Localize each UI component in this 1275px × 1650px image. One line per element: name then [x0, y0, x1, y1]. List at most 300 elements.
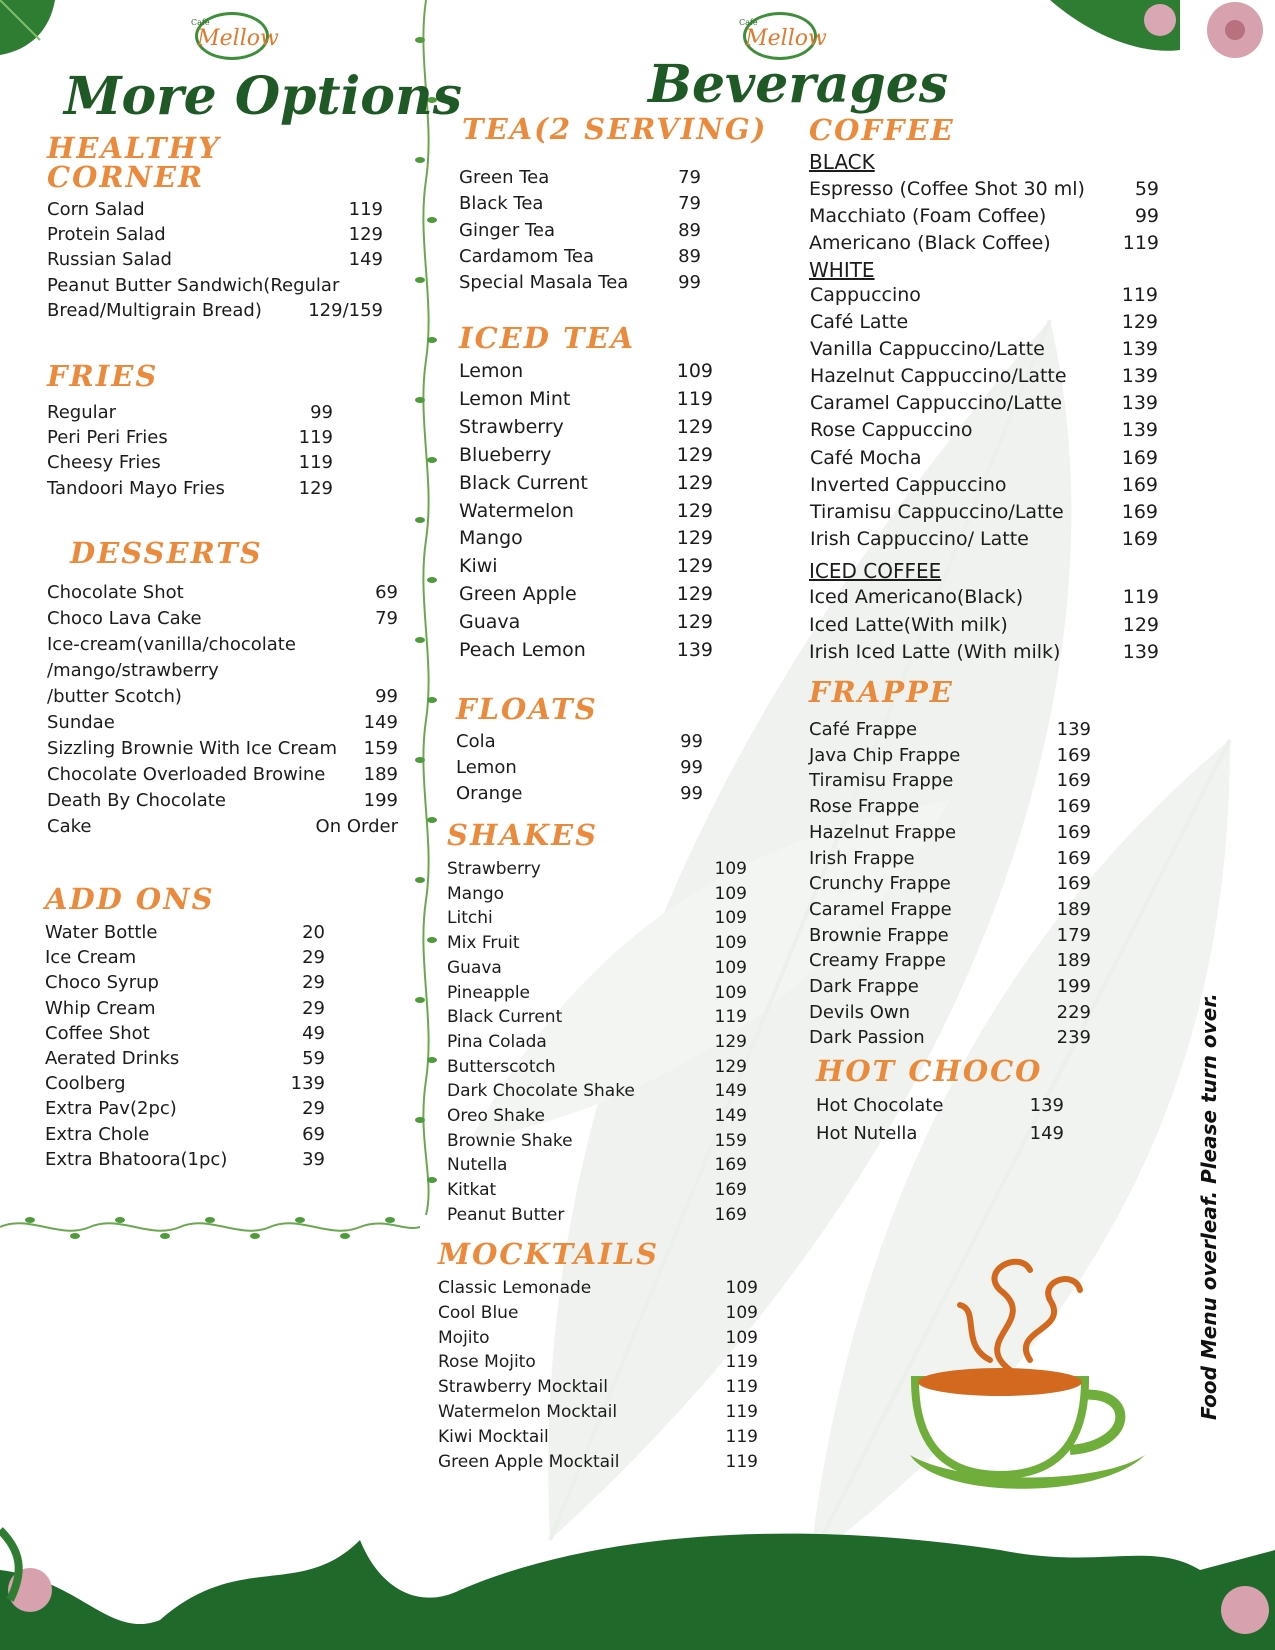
- menu-item-price: 169: [1121, 527, 1158, 550]
- subheading-white: WHITE: [809, 258, 875, 282]
- menu-item-name: Macchiato (Foam Coffee): [809, 205, 1047, 227]
- menu-item-price: 109: [714, 982, 747, 1003]
- menu-item-name: Whip Cream: [45, 997, 156, 1019]
- menu-item-name: Vanilla Cappuccino/Latte: [810, 338, 1045, 361]
- menu-item-name: Blueberry: [459, 443, 552, 466]
- menu-item-name: Black Current: [459, 471, 588, 494]
- menu-item-name: Cardamom Tea: [459, 245, 594, 267]
- menu-item-name: Watermelon: [459, 499, 574, 522]
- menu-item-name: Oreo Shake: [447, 1106, 545, 1127]
- menu-item: [456, 755, 703, 781]
- menu-iced-tea: [459, 358, 713, 665]
- menu-item-price: 49: [302, 1022, 325, 1044]
- heading-shakes: SHAKES: [447, 818, 599, 852]
- steam-swirl-icon: [960, 1262, 1080, 1370]
- menu-item-price: 79: [678, 167, 701, 188]
- menu-item-name: Irish Frappe: [809, 847, 915, 869]
- menu-item: [45, 1096, 325, 1121]
- menu-item: [438, 1400, 758, 1425]
- menu-item: [459, 244, 701, 270]
- menu-item: [47, 298, 383, 323]
- menu-item-price: 119: [725, 1426, 758, 1447]
- menu-item: [459, 165, 701, 191]
- menu-item: [809, 176, 1159, 203]
- menu-item-price: 169: [714, 1180, 747, 1201]
- menu-item-name: Iced Americano(Black): [809, 586, 1024, 608]
- menu-item: [809, 639, 1159, 667]
- menu-item: [809, 794, 1091, 820]
- menu-item: [47, 658, 398, 684]
- menu-item: [447, 1203, 747, 1228]
- page-title-beverages: Beverages: [648, 54, 949, 115]
- menu-item-name: Kiwi Mocktail: [438, 1426, 549, 1447]
- menu-item: [809, 846, 1091, 872]
- menu-item-price: 119: [725, 1352, 758, 1373]
- menu-item: [809, 584, 1159, 612]
- vine-divider-icon: [415, 0, 437, 1215]
- menu-item-name: Brownie Shake: [447, 1130, 573, 1151]
- menu-item-name: Caramel Frappe: [809, 898, 952, 920]
- heading-floats: FLOATS: [456, 692, 598, 726]
- menu-mocktails: [438, 1276, 758, 1474]
- menu-item-price: 139: [1122, 641, 1159, 663]
- menu-item: [809, 612, 1159, 640]
- menu-item-price: On Order: [315, 816, 398, 837]
- menu-item-name: Black Current: [447, 1007, 563, 1028]
- menu-item-price: 109: [725, 1302, 758, 1323]
- menu-item-price: 69: [302, 1123, 325, 1145]
- menu-item-price: 129: [676, 443, 713, 466]
- cafe-logo: Café Mellow: [735, 10, 825, 62]
- menu-item-name: Nutella: [447, 1155, 508, 1176]
- menu-item: [447, 956, 747, 981]
- menu-item-name: Black Tea: [459, 193, 544, 215]
- menu-item: [47, 425, 333, 450]
- menu-item-price: 99: [678, 272, 701, 294]
- menu-item-name: Green Apple Mocktail: [438, 1451, 620, 1472]
- heading-mocktails: MOCKTAILS: [438, 1237, 660, 1271]
- menu-item: [459, 609, 713, 637]
- menu-item-name: Espresso (Coffee Shot 30 ml): [809, 178, 1085, 200]
- menu-item-name: Extra Bhatoora(1pc): [45, 1148, 228, 1170]
- menu-item-name: Cake: [47, 816, 92, 837]
- menu-item-name: Choco Syrup: [45, 972, 159, 994]
- vine-divider-icon: [0, 1212, 420, 1242]
- menu-item: [459, 581, 713, 609]
- menu-item-name: Strawberry Mocktail: [438, 1377, 608, 1398]
- menu-item-price: 149: [714, 1081, 747, 1102]
- menu-item-price: 89: [678, 245, 701, 267]
- menu-item-price: 69: [375, 582, 398, 603]
- coffee-cup-icon: [900, 1250, 1160, 1510]
- menu-item: [810, 417, 1158, 444]
- menu-item-name: Hazelnut Cappuccino/Latte: [810, 365, 1067, 388]
- menu-item-price: 229: [1056, 1001, 1091, 1023]
- menu-item-price: 119: [725, 1401, 758, 1422]
- menu-fries: [47, 400, 333, 501]
- menu-item: [810, 499, 1158, 526]
- menu-item-price: 169: [1056, 847, 1091, 869]
- menu-item-name: Death By Chocolate: [47, 790, 226, 811]
- menu-item: [809, 743, 1091, 769]
- menu-item-price: 139: [1121, 392, 1158, 415]
- menu-item-name: Russian Salad: [47, 249, 172, 271]
- menu-frappe: [809, 717, 1091, 1051]
- menu-item-name: Guava: [447, 957, 502, 978]
- menu-item-price: 20: [302, 922, 325, 943]
- menu-item-name: Bread/Multigrain Bread): [47, 299, 262, 321]
- menu-item-price: 109: [714, 883, 747, 904]
- menu-item-price: 199: [1056, 976, 1091, 998]
- menu-item-name: Café Frappe: [809, 719, 918, 740]
- menu-item-name: Dark Passion: [809, 1027, 925, 1049]
- menu-item-price: 139: [1121, 338, 1158, 361]
- menu-item: [809, 820, 1091, 846]
- menu-item: [47, 580, 398, 606]
- menu-item-price: 129: [298, 477, 333, 499]
- menu-coffee-iced: [809, 584, 1159, 667]
- menu-item-price: 119: [676, 387, 713, 410]
- menu-item: [809, 1025, 1091, 1051]
- menu-item-name: Coffee Shot: [45, 1022, 150, 1044]
- menu-item-name: Chocolate Overloaded Browine: [47, 764, 326, 785]
- menu-item-name: Americano (Black Coffee): [809, 232, 1051, 254]
- menu-item-price: 139: [1121, 419, 1158, 442]
- menu-item: [810, 336, 1158, 363]
- menu-item-name: Extra Chole: [45, 1123, 150, 1145]
- leaf-corner-icon: [1050, 0, 1180, 55]
- menu-item-price: 149: [363, 712, 398, 733]
- menu-item: [809, 230, 1159, 257]
- menu-item: [459, 270, 701, 296]
- menu-item-price: 119: [714, 1007, 747, 1028]
- menu-item-price: 149: [1029, 1122, 1064, 1144]
- menu-item: [459, 358, 713, 386]
- menu-tea: [459, 165, 701, 296]
- menu-item-name: Lemon: [459, 360, 524, 382]
- heading-hot-choco: HOT CHOCO: [816, 1054, 1043, 1088]
- menu-item-price: 139: [1121, 365, 1158, 388]
- menu-item: [809, 717, 1091, 743]
- menu-item-price: 109: [725, 1327, 758, 1348]
- menu-item-price: 99: [680, 757, 703, 778]
- menu-item-price: 129: [676, 499, 713, 522]
- menu-item: [438, 1425, 758, 1450]
- heading-frappe: FRAPPE: [809, 675, 954, 709]
- menu-item: [459, 553, 713, 581]
- menu-item: [459, 442, 713, 470]
- heading-coffee: COFFEE: [809, 113, 955, 147]
- menu-item-name: Inverted Cappuccino: [810, 473, 1007, 496]
- menu-item-price: 119: [725, 1451, 758, 1472]
- side-note: Food Menu overleaf. Please turn over.: [1197, 993, 1221, 1420]
- menu-item-price: 79: [375, 608, 398, 629]
- menu-item: [47, 273, 383, 298]
- menu-item-name: Special Masala Tea: [459, 272, 629, 294]
- menu-item-name: Irish Iced Latte (With milk): [809, 641, 1061, 663]
- menu-item-price: 179: [1056, 924, 1091, 946]
- menu-item: [447, 931, 747, 956]
- menu-item-name: Chocolate Shot: [47, 582, 184, 603]
- leaf-corner-icon: [0, 0, 60, 60]
- menu-desserts: [47, 580, 398, 840]
- menu-item: [810, 445, 1158, 472]
- menu-item: [45, 1122, 325, 1147]
- menu-item-price: 129: [714, 1031, 747, 1052]
- menu-item-price: 129: [676, 415, 713, 438]
- menu-item-price: 189: [1056, 950, 1091, 972]
- subheading-iced-coffee: ICED COFFEE: [809, 559, 942, 583]
- menu-item-price: 129: [676, 611, 713, 634]
- menu-item-price: 59: [1134, 178, 1159, 200]
- menu-item-name: Lemon: [456, 757, 517, 778]
- menu-item-name: Irish Cappuccino/ Latte: [810, 527, 1029, 550]
- menu-item-name: Mix Fruit: [447, 933, 520, 954]
- menu-item-name: Pineapple: [447, 982, 531, 1003]
- menu-item: [447, 981, 747, 1006]
- menu-item-price: 29: [302, 972, 325, 994]
- menu-item-price: 89: [678, 219, 701, 241]
- menu-item: [438, 1375, 758, 1400]
- menu-item-price: 119: [298, 427, 333, 449]
- menu-item-name: Ice-cream(vanilla/chocolate: [47, 634, 296, 655]
- menu-item-price: 129: [1122, 613, 1159, 636]
- menu-item: [810, 526, 1158, 553]
- menu-item-name: Aerated Drinks: [45, 1048, 180, 1070]
- menu-item: [447, 1055, 747, 1080]
- menu-item-name: Classic Lemonade: [438, 1278, 592, 1298]
- menu-item-price: 169: [1056, 770, 1091, 792]
- menu-item-name: Extra Pav(2pc): [45, 1098, 177, 1120]
- menu-item-price: 169: [1056, 796, 1091, 818]
- cafe-logo: Café Mellow: [187, 10, 277, 62]
- menu-item-name: Orange: [456, 783, 523, 804]
- menu-item: [809, 871, 1091, 897]
- subheading-black: BLACK: [809, 150, 875, 174]
- menu-item-price: 109: [714, 908, 747, 929]
- menu-item: [459, 414, 713, 442]
- menu-item-price: 39: [302, 1148, 325, 1170]
- menu-item: [45, 1071, 325, 1096]
- menu-item-price: 29: [302, 947, 325, 969]
- menu-item-name: Ice Cream: [45, 947, 137, 969]
- menu-item: [47, 684, 398, 710]
- menu-item-name: Sizzling Brownie With Ice Cream: [47, 738, 337, 759]
- menu-item-name: Café Latte: [810, 311, 909, 334]
- menu-item: [45, 996, 325, 1021]
- menu-item-price: 29: [302, 997, 325, 1019]
- menu-item-price: 109: [714, 859, 747, 879]
- menu-item-price: 109: [714, 957, 747, 978]
- menu-item-price: 129: [1121, 311, 1158, 334]
- menu-item: [438, 1276, 758, 1301]
- menu-item-name: Mango: [459, 527, 523, 550]
- menu-item-name: Caramel Cappuccino/Latte: [810, 392, 1063, 415]
- menu-item: [810, 309, 1158, 336]
- menu-item-name: Mojito: [438, 1327, 490, 1348]
- menu-item: [447, 906, 747, 931]
- menu-item-name: Cola: [456, 731, 496, 752]
- menu-item: [45, 970, 325, 995]
- menu-item-name: Guava: [459, 611, 521, 634]
- menu-item-price: 139: [676, 639, 713, 662]
- menu-item: [47, 736, 398, 762]
- menu-item: [47, 247, 383, 272]
- menu-item-name: Green Tea: [459, 167, 550, 188]
- menu-item: [447, 1030, 747, 1055]
- menu-item: [47, 222, 383, 247]
- menu-item: [816, 1092, 1064, 1120]
- menu-item-name: Butterscotch: [447, 1056, 556, 1077]
- menu-item-price: 29: [302, 1098, 325, 1120]
- menu-item: [459, 470, 713, 498]
- menu-item: [447, 1129, 747, 1154]
- menu-item-name: Pina Colada: [447, 1031, 547, 1052]
- menu-item-price: 109: [676, 360, 713, 382]
- menu-item: [810, 363, 1158, 390]
- menu-item: [459, 498, 713, 526]
- menu-healthy-corner: [47, 197, 383, 323]
- menu-item-price: 239: [1056, 1027, 1091, 1049]
- menu-item-name: Peanut Butter Sandwich(Regular: [47, 274, 340, 296]
- menu-item: [438, 1450, 758, 1475]
- menu-item: [447, 882, 747, 907]
- menu-item-price: 139: [1056, 719, 1091, 740]
- menu-item-price: 169: [1056, 744, 1091, 766]
- menu-item-name: Green Apple: [459, 583, 577, 606]
- menu-item-name: Kitkat: [447, 1180, 497, 1201]
- menu-item-price: 109: [714, 933, 747, 954]
- menu-item: [459, 386, 713, 414]
- menu-item: [809, 974, 1091, 1000]
- menu-item-price: 149: [348, 249, 383, 271]
- menu-item-price: 129: [676, 471, 713, 494]
- menu-item-price: 169: [714, 1155, 747, 1176]
- menu-item-price: 99: [310, 402, 333, 423]
- menu-item-name: Peach Lemon: [459, 639, 586, 662]
- menu-item: [47, 476, 333, 501]
- menu-item: [810, 390, 1158, 417]
- menu-item-price: 79: [678, 193, 701, 215]
- menu-item: [809, 768, 1091, 794]
- menu-add-ons: [45, 920, 325, 1172]
- menu-item-price: 129/159: [308, 299, 383, 321]
- menu-item: [47, 814, 398, 840]
- menu-item-name: Tandoori Mayo Fries: [47, 477, 225, 499]
- footer-leaf-decoration: [0, 1510, 1275, 1650]
- menu-item-price: 159: [363, 738, 398, 759]
- menu-item-price: 99: [680, 783, 703, 804]
- menu-item-price: 129: [714, 1056, 747, 1077]
- menu-item-name: Peri Peri Fries: [47, 427, 168, 449]
- menu-item: [438, 1326, 758, 1351]
- menu-item: [459, 637, 713, 665]
- menu-item: [438, 1350, 758, 1375]
- menu-item: [47, 450, 333, 475]
- menu-item: [447, 1153, 747, 1178]
- menu-item: [438, 1301, 758, 1326]
- menu-item: [45, 1046, 325, 1071]
- menu-item-price: 119: [1121, 284, 1158, 306]
- menu-item-name: /butter Scotch): [47, 686, 182, 707]
- menu-item: [47, 762, 398, 788]
- menu-item: [45, 1147, 325, 1172]
- menu-item: [45, 1021, 325, 1046]
- menu-item-price: 139: [1029, 1095, 1064, 1116]
- heading-desserts: DESSERTS: [70, 536, 263, 570]
- menu-item-name: Mango: [447, 883, 505, 904]
- menu-item: [45, 920, 325, 945]
- menu-hot-choco: [816, 1092, 1064, 1147]
- menu-item: [816, 1120, 1064, 1148]
- menu-item-name: Litchi: [447, 908, 493, 929]
- menu-item-price: 189: [1056, 898, 1091, 920]
- menu-item: [456, 781, 703, 807]
- menu-item: [459, 191, 701, 217]
- menu-item: [447, 1079, 747, 1104]
- menu-item-price: 169: [1056, 873, 1091, 895]
- menu-item-name: Rose Mojito: [438, 1352, 536, 1373]
- menu-item-name: Sundae: [47, 712, 115, 733]
- menu-item-name: Protein Salad: [47, 224, 166, 246]
- menu-item-price: 169: [1056, 821, 1091, 843]
- menu-item-name: Hot Nutella: [816, 1122, 918, 1144]
- menu-item-price: 99: [375, 686, 398, 707]
- menu-item-name: Coolberg: [45, 1073, 126, 1095]
- menu-item-name: Peanut Butter: [447, 1204, 565, 1225]
- menu-item: [809, 203, 1159, 230]
- menu-item-name: Devils Own: [809, 1001, 910, 1023]
- menu-item-name: Choco Lava Cake: [47, 608, 202, 629]
- menu-item-price: 139: [290, 1073, 325, 1095]
- menu-item-price: 199: [363, 790, 398, 811]
- menu-item-price: 119: [1122, 232, 1159, 254]
- menu-item-price: 99: [1134, 205, 1159, 227]
- menu-item-price: 149: [714, 1106, 747, 1127]
- menu-item: [447, 1005, 747, 1030]
- menu-item-price: 59: [302, 1048, 325, 1070]
- menu-item-name: Crunchy Frappe: [809, 873, 951, 895]
- menu-item-name: Creamy Frappe: [809, 950, 946, 972]
- menu-item-name: Cool Blue: [438, 1302, 519, 1323]
- menu-item: [809, 897, 1091, 923]
- menu-item-price: 99: [680, 731, 703, 752]
- menu-item: [447, 1178, 747, 1203]
- heading-fries: FRIES: [47, 359, 159, 393]
- menu-item-price: 119: [348, 199, 383, 220]
- heading-healthy-corner: HEALTHY CORNER: [47, 131, 221, 194]
- menu-item-price: 169: [1121, 446, 1158, 469]
- menu-item-name: Water Bottle: [45, 922, 158, 943]
- menu-item-price: 109: [725, 1278, 758, 1298]
- menu-item: [45, 945, 325, 970]
- menu-item-price: 129: [676, 555, 713, 578]
- menu-item-name: Java Chip Frappe: [809, 744, 961, 766]
- menu-item-price: 169: [1121, 473, 1158, 496]
- menu-item-name: Tiramisu Cappuccino/Latte: [810, 500, 1064, 523]
- menu-item-name: Dark Chocolate Shake: [447, 1081, 635, 1102]
- menu-shakes: [447, 857, 747, 1228]
- menu-item-price: 129: [676, 527, 713, 550]
- menu-item: [47, 632, 398, 658]
- menu-item: [810, 282, 1158, 309]
- menu-item: [809, 923, 1091, 949]
- menu-item-name: Strawberry: [459, 415, 564, 438]
- menu-item: [47, 606, 398, 632]
- menu-item-name: Ginger Tea: [459, 219, 556, 241]
- page-title-more-options: More Options: [64, 66, 463, 127]
- menu-item: [810, 472, 1158, 499]
